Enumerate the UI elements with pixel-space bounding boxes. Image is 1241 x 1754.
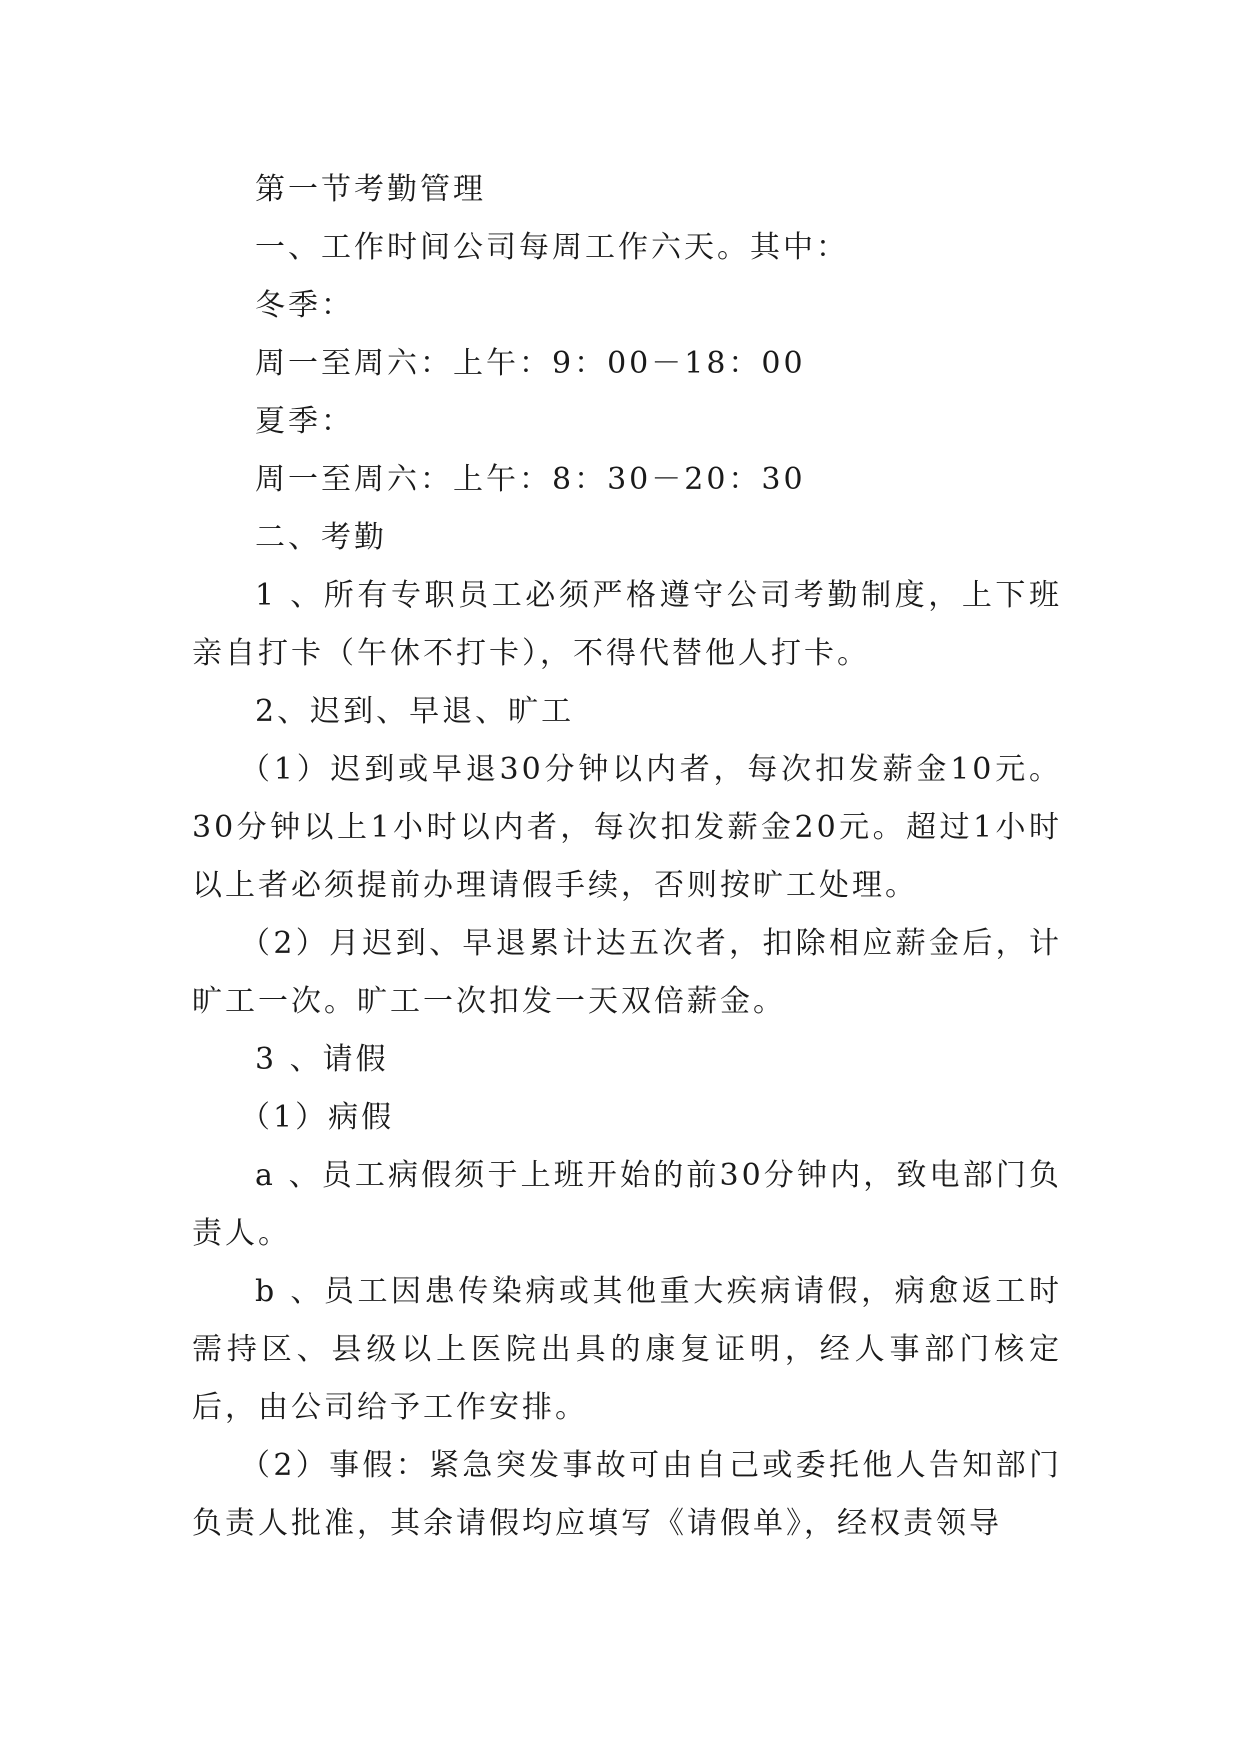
paragraph-rule-2-1: （1）迟到或早退30分钟以内者，每次扣发薪金10元。30分钟以上1小时以内者，每次扣发薪金20元。超过1小时以上者必须提前办理请假手续，否则按旷工处理。: [192, 752, 1062, 903]
paragraph-winter-hours: 周一至周六：上午：9：00－18：00: [255, 346, 806, 381]
paragraph-attendance-heading: 二、考勤: [255, 520, 387, 555]
paragraph-personal-leave: （2）事假：紧急突发事故可由自己或委托他人告知部门负责人批准，其余请假均应填写《请假单》，经权责领导: [192, 1448, 1062, 1541]
paragraph-rule-3: 3 、请假: [255, 1042, 389, 1077]
paragraph-work-hours: 一、工作时间公司每周工作六天。其中：: [255, 230, 849, 265]
paragraph-summer: 夏季：: [255, 404, 354, 439]
paragraph-winter: 冬季：: [255, 288, 354, 323]
paragraph-rule-1: 1 、所有专职员工必须严格遵守公司考勤制度，上下班亲自打卡（午休不打卡），不得代替他人打卡。: [192, 578, 1062, 671]
section-title: 第一节考勤管理: [255, 172, 486, 207]
paragraph-rule-2-2: （2）月迟到、早退累计达五次者，扣除相应薪金后，计旷工一次。旷工一次扣发一天双倍薪金。: [192, 926, 1062, 1019]
document-body: [192, 161, 1062, 1553]
paragraph-sick-leave: （1）病假: [240, 1100, 395, 1135]
paragraph-sick-leave-a: a 、员工病假须于上班开始的前30分钟内，致电部门负责人。: [192, 1158, 1062, 1251]
paragraph-sick-leave-b: b 、员工因患传染病或其他重大疾病请假，病愈返工时需持区、县级以上医院出具的康复证明，经人事部门核定后，由公司给予工作安排。: [192, 1274, 1062, 1425]
paragraph-rule-2: 2、迟到、早退、旷工: [255, 694, 575, 729]
paragraph-summer-hours: 周一至周六：上午：8：30－20：30: [255, 462, 806, 497]
